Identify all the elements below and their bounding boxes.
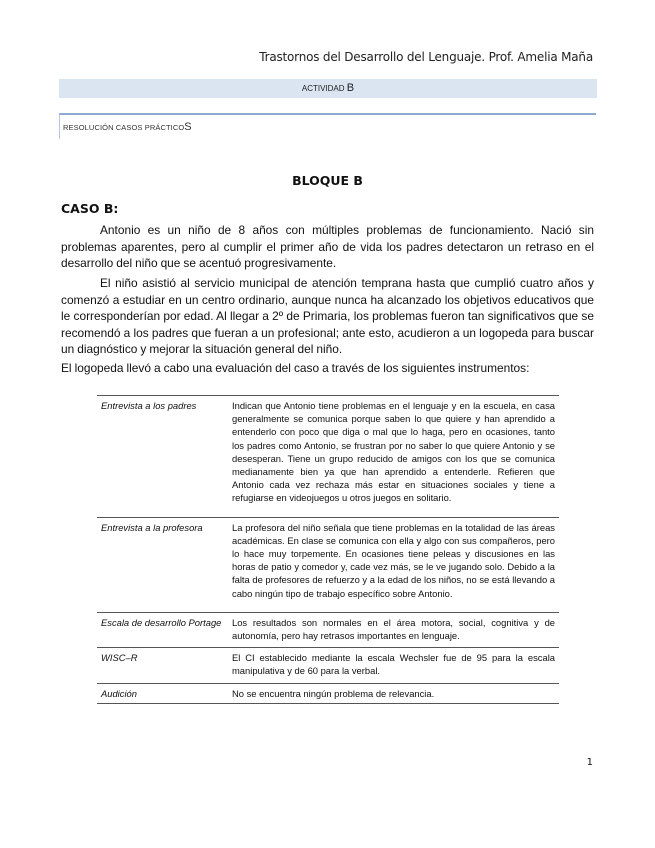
section-label-last-char: S: [184, 121, 192, 133]
instruments-table: [97, 395, 559, 704]
instrument-description: Indican que Antonio tiene problemas en el lenguaje y en la escuela, en casa generalmente se comunica porque saben lo que quiere y han aprendido a entenderlo con poco que diga o mal que lo haga, pero en ocasiones, tanto los padres como Antonio, se frustran por no saber lo que quiere Antonio y se desesperan. Tiene un grupo reducido de amigos con los que se comunica medianamente bien ya que han aprendido a entenderle. Refieren que Antonio cada vez rechaza más estar en situaciones sociales y tiene a refugiarse en videojuegos u otros juegos en solitario.: [232, 400, 555, 504]
section-heading-box: [59, 113, 596, 139]
page-number: 1: [586, 757, 593, 768]
instrument-description: Los resultados son normales en el área motora, social, cognitiva y de autonomía, pero hay retrasos importantes en lenguaje.: [232, 616, 555, 642]
instrument-description: No se encuentra ningún problema de relevancia.: [232, 687, 435, 699]
document-header-title: Trastornos del Desarrollo del Lenguaje. Prof. Amelia Maña: [259, 50, 593, 64]
section-label: [63, 121, 192, 133]
case-heading: CASO B:: [61, 201, 119, 216]
paragraph-intro: Antonio es un niño de 8 años con múltiples problemas de funcionamiento. Nació sin problemas aparentes, pero al cumplir el primer año de vida los padres detectaron un retraso en el desarrollo del niño que se acentuó progresivamente.: [61, 223, 594, 270]
paragraph-history: El niño asistió al servicio municipal de atención temprana hasta que cumplió cuatro años y comenzó a estudiar en un centro ordinario, aunque nunca ha alcanzado los objetivos educativos que le corresponderían por edad. Al llegar a 2º de Primaria, los problemas fueron tan significativos que se recomendó a los padres que fueran a un profesional; ante esto, acudieron a un logopeda para buscar un diagnóstico y mejorar la situación general del niño.: [61, 276, 594, 356]
table-row: [97, 612, 559, 647]
section-label-text: RESOLUCIÓN CASOS PRÁCTICO: [63, 123, 185, 132]
table-row: [97, 517, 559, 612]
table-row: [97, 648, 559, 683]
activity-label-text: ACTIVIDAD: [301, 84, 345, 93]
instrument-name: WISC–R: [101, 652, 138, 664]
instrument-name: Entrevista a los padres: [101, 400, 197, 411]
paragraph-evaluation: El logopeda llevó a cabo una evaluación del caso a través de los siguientes instrumentos:: [61, 361, 530, 375]
table-row: [97, 396, 559, 518]
page-title: BLOQUE B: [292, 173, 363, 188]
activity-letter: B: [346, 82, 355, 94]
activity-banner: [59, 79, 597, 98]
instrument-name: Entrevista a la profesora: [101, 521, 203, 533]
instrument-description: El CI establecido mediante la escala Wechsler fue de 95 para la escala manipulativa y de 60 para la verbal.: [232, 652, 555, 677]
activity-label: [59, 82, 597, 94]
instrument-name: Escala de desarrollo Portage: [101, 616, 222, 628]
table-row: [97, 683, 559, 703]
instrument-description: La profesora del niño señala que tiene problemas en la totalidad de las áreas académicas. En clase se comunica con ella y algo con sus compañeros, pero lo hace muy torpemente. En ocasiones tiene peleas y discusiones en las horas de patio y comedor y, cade vez más, se le ve jugando solo. Debido a la falta de profesores de refuerzo y a la edad de los niños, no se está llevando a cabo ningún tipo de trabajo específico sobre Antonio.: [232, 521, 555, 599]
instrument-name: Audición: [101, 687, 137, 699]
